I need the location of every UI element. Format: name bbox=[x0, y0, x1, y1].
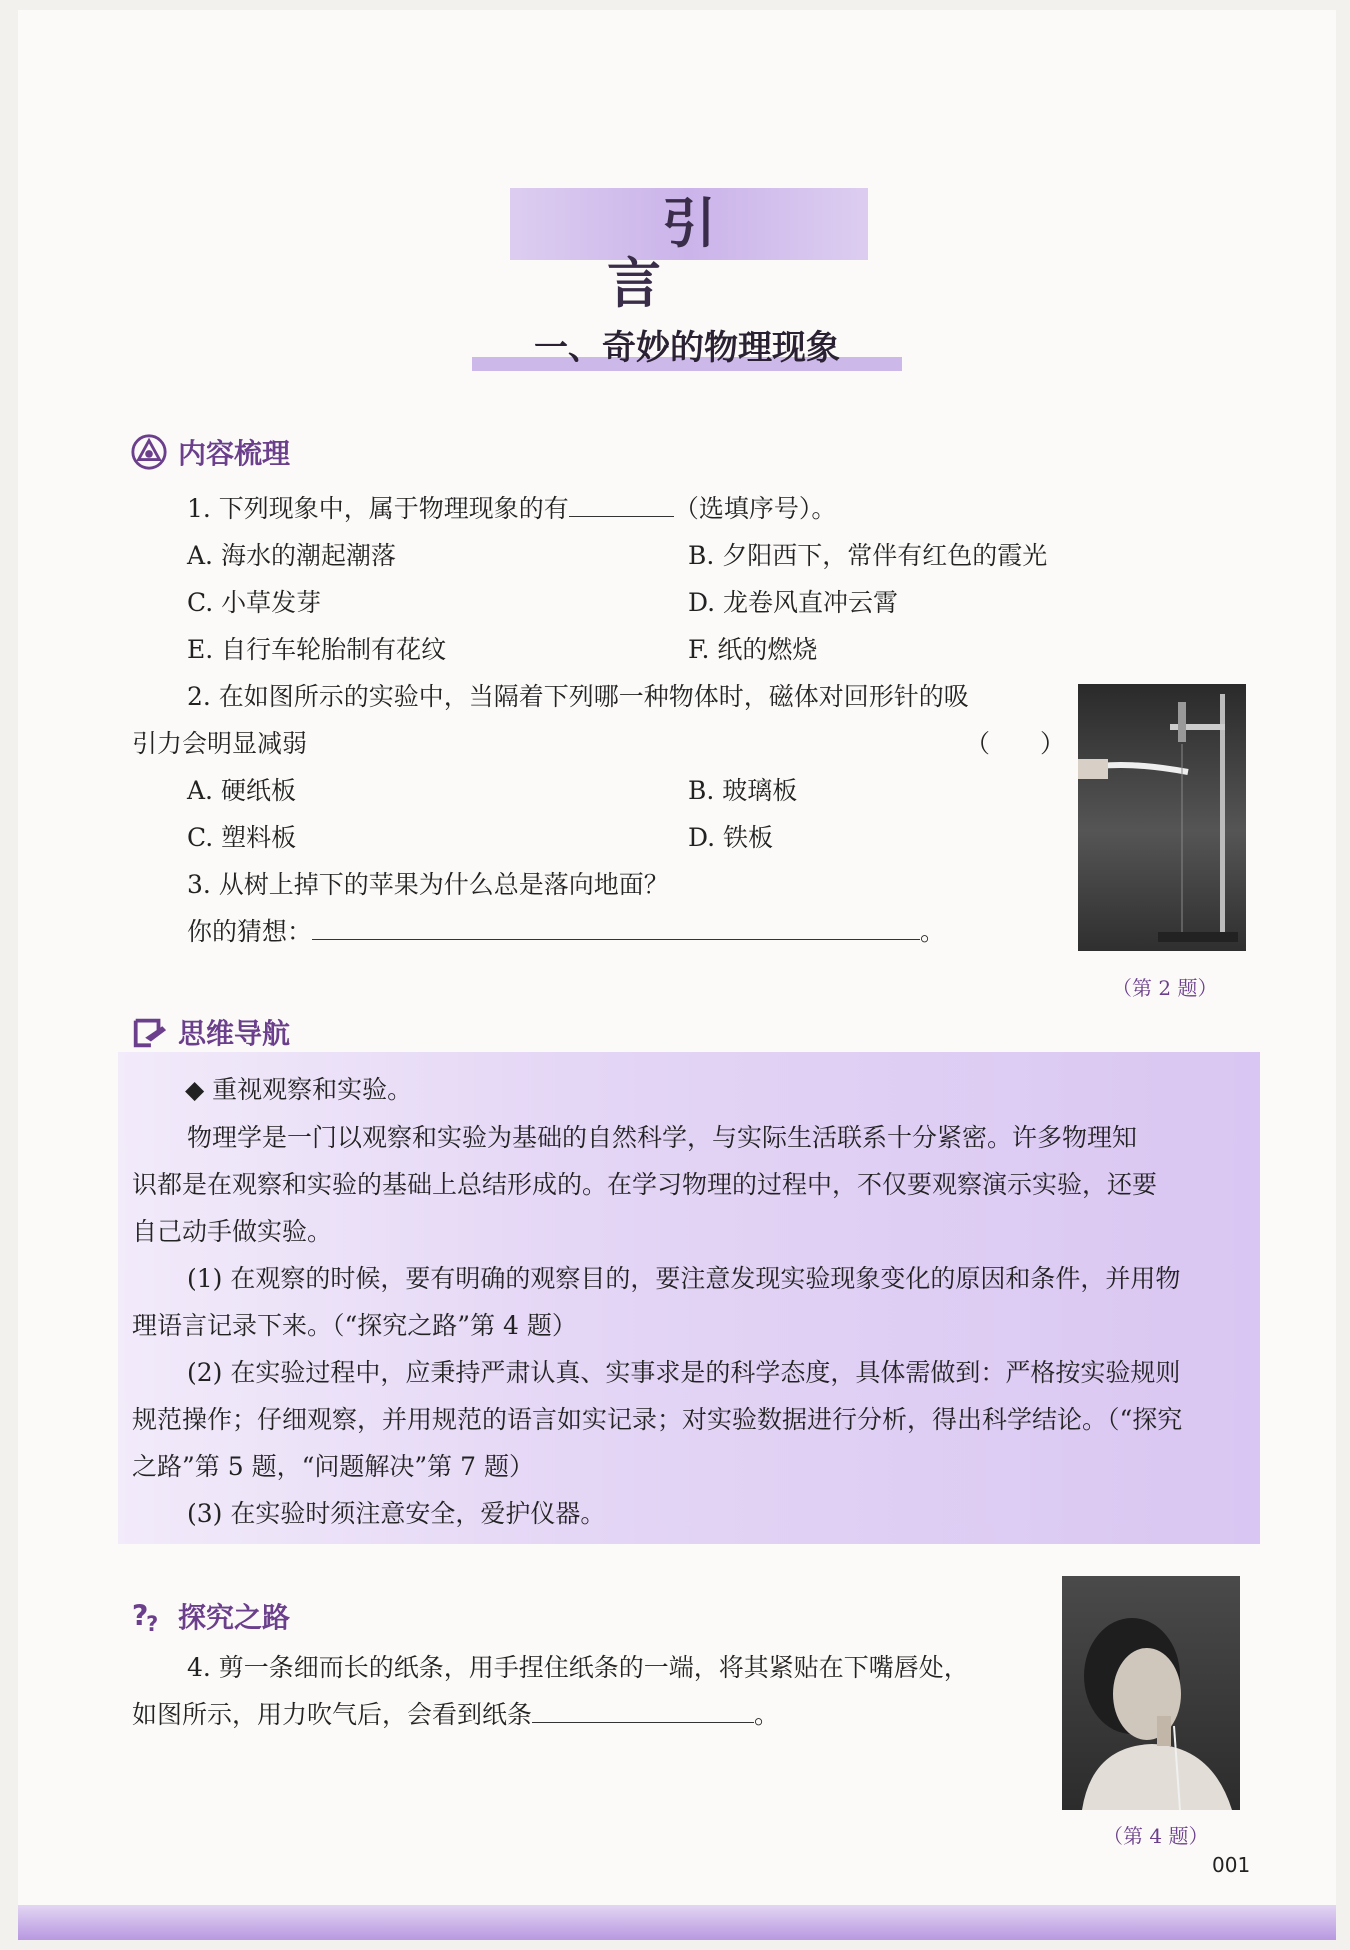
question-text: 。 bbox=[754, 1700, 780, 1729]
question-2-line2: 引力会明显减弱 bbox=[132, 729, 308, 758]
option-f: F. 纸的燃烧 bbox=[688, 635, 818, 664]
page-number: 001 bbox=[1212, 1853, 1251, 1877]
guide-para1-line3: 自己动手做实验。 bbox=[132, 1217, 333, 1246]
section-label: 探究之路 bbox=[178, 1601, 291, 1634]
svg-text:?: ? bbox=[131, 1599, 149, 1633]
boy-blowing-paper-photo bbox=[1062, 1576, 1240, 1810]
option-a: A. 海水的潮起潮落 bbox=[187, 541, 396, 570]
option-c: C. 小草发芽 bbox=[187, 588, 322, 617]
option-d: D. 龙卷风直冲云霄 bbox=[688, 588, 899, 617]
chapter-title: 引言 bbox=[607, 192, 826, 315]
answer-blank[interactable] bbox=[532, 1700, 754, 1723]
question-3-line1: 3. 从树上掉下的苹果为什么总是落向地面？ bbox=[187, 870, 669, 899]
answer-blank[interactable] bbox=[569, 494, 674, 517]
section-header-content-review bbox=[130, 432, 290, 472]
section-label: 思维导航 bbox=[178, 1017, 291, 1050]
triangle-circles-icon bbox=[130, 433, 168, 471]
chapter-title-box bbox=[510, 188, 868, 315]
guide-para3-line2: 规范操作；仔细观察，并用规范的语言如实记录；对实验数据进行分析，得出科学结论。（“探究 bbox=[132, 1405, 1183, 1434]
section-subtitle: 一、奇妙的物理现象 bbox=[534, 328, 840, 368]
question-text: 1. 下列现象中，属于物理现象的有 bbox=[187, 494, 569, 523]
figure-caption-q2: （第 2 题） bbox=[1112, 976, 1218, 1000]
question-text: 你的猜想： bbox=[187, 917, 313, 946]
question-text: （选填序号）。 bbox=[673, 494, 837, 523]
guide-para3-line3: 之路”第 5 题，“问题解决”第 7 题） bbox=[132, 1452, 534, 1481]
magnet-experiment-photo bbox=[1078, 684, 1246, 951]
question-3-line2 bbox=[187, 917, 945, 947]
guide-para1-line2: 识都是在观察和实验的基础上总结形成的。在学习物理的过程中，不仅要观察演示实验，还要 bbox=[132, 1170, 1158, 1199]
question-text: 如图所示，用力吹气后，会看到纸条 bbox=[132, 1700, 533, 1729]
guide-para2-line1: (1) 在观察的时候，要有明确的观察目的，要注意发现实验现象变化的原因和条件，并用物 bbox=[187, 1264, 1181, 1293]
guide-para3-line1: (2) 在实验过程中，应秉持严肃认真、实事求是的科学态度，具体需做到：严格按实验规则 bbox=[187, 1358, 1181, 1387]
question-4-line2 bbox=[132, 1700, 779, 1730]
bullet-text: ◆ 重视观察和实验。 bbox=[185, 1075, 413, 1104]
pen-square-icon bbox=[130, 1013, 168, 1051]
svg-text:?: ? bbox=[146, 1612, 159, 1635]
boy-illustration bbox=[1062, 1576, 1240, 1810]
stand-illustration bbox=[1078, 684, 1246, 951]
bottom-decorative-band bbox=[18, 1905, 1336, 1940]
section-label: 内容梳理 bbox=[178, 437, 291, 470]
option-c: C. 塑料板 bbox=[187, 823, 297, 852]
section-header-thinking-guide bbox=[130, 1012, 290, 1052]
figure-caption-q4: （第 4 题） bbox=[1103, 1824, 1209, 1848]
guide-para1-line1: 物理学是一门以观察和实验为基础的自然科学，与实际生活联系十分紧密。许多物理知 bbox=[187, 1123, 1138, 1152]
guide-para2-line2: 理语言记录下来。（“探究之路”第 4 题） bbox=[132, 1311, 577, 1340]
question-4-line1: 4. 剪一条细而长的纸条，用手捏住纸条的一端，将其紧贴在下嘴唇处， bbox=[187, 1653, 969, 1682]
option-a: A. 硬纸板 bbox=[187, 776, 296, 805]
option-b: B. 玻璃板 bbox=[688, 776, 798, 805]
question-2-line1: 2. 在如图所示的实验中，当隔着下列哪一种物体时，磁体对回形针的吸 bbox=[187, 682, 969, 711]
guide-para4: (3) 在实验时须注意安全，爱护仪器。 bbox=[187, 1499, 606, 1528]
option-b: B. 夕阳西下，常伴有红色的霞光 bbox=[688, 541, 1048, 570]
option-d: D. 铁板 bbox=[688, 823, 774, 852]
question-marks-icon bbox=[130, 1597, 168, 1635]
option-e: E. 自行车轮胎制有花纹 bbox=[187, 635, 447, 664]
answer-paren[interactable]: （ ） bbox=[965, 729, 1066, 758]
question-1 bbox=[187, 494, 836, 524]
guide-bullet bbox=[185, 1075, 412, 1105]
answer-blank[interactable] bbox=[312, 917, 920, 940]
question-text: 。 bbox=[920, 917, 946, 946]
section-header-exploration bbox=[130, 1596, 290, 1636]
